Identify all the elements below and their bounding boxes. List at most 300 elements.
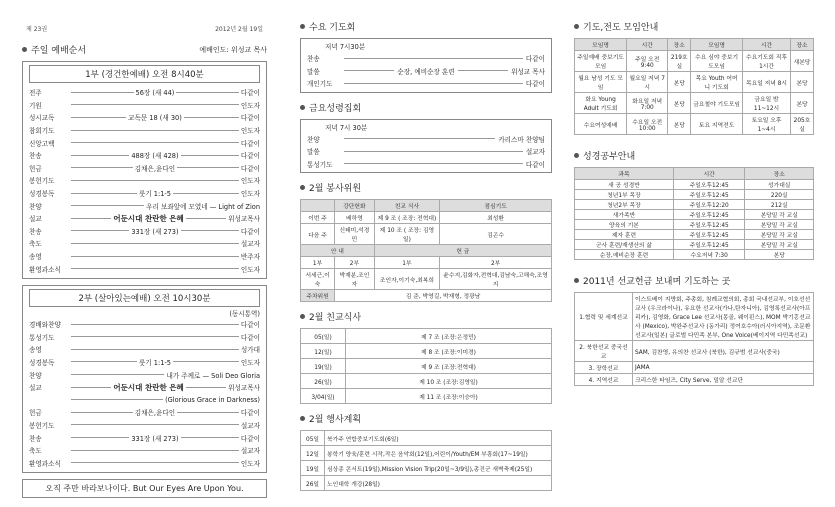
order-person: 다같이 [240, 333, 260, 342]
leader-line [71, 256, 239, 257]
leader-line [71, 336, 239, 337]
order-name: 봉헌기도 [29, 421, 55, 430]
table-row [301, 359, 552, 374]
order-row [29, 343, 260, 356]
table-cell: 제자 훈련 [575, 230, 674, 240]
order-name: 찬송 [307, 55, 320, 64]
order-detail: 어둔시대 찬란한 은혜 [113, 382, 184, 392]
wed-time: 저녁 7시30분 [325, 43, 366, 51]
bullet-icon [574, 24, 579, 29]
table-cell: 월요 남성 기도 모임 [575, 72, 627, 93]
th-meal: 친교 식사 [374, 200, 440, 212]
second-service-box [22, 285, 267, 473]
order-name: 찬양 [29, 371, 42, 380]
order-person: 반주자 [240, 253, 260, 262]
order-person: 다같이 [525, 55, 545, 64]
table-header: 시간 [743, 39, 791, 51]
order-name: 신앙고백 [29, 139, 55, 148]
table-cell: 군사 훈련/재생산의 삶 [575, 240, 674, 250]
leader-line [71, 437, 129, 438]
order-name: 성시교독 [29, 114, 55, 123]
leader-line [71, 374, 164, 375]
order-row [29, 431, 260, 444]
bullet-icon [300, 185, 305, 190]
order-name: 성경봉독 [29, 190, 55, 199]
fri-time: 저녁 7시 30분 [325, 123, 368, 132]
parking-volunteers: 김 준, 박영길, 박재형, 정광남 [335, 290, 552, 302]
table-cell: 본당 [791, 93, 814, 114]
study-section-title: 성경공부안내 [574, 149, 814, 162]
table-row [301, 374, 552, 389]
order-person: 카리스마 찬양팀 [498, 135, 545, 144]
table-header: 장소 [745, 168, 814, 180]
order-name: 헌금 [29, 164, 42, 173]
table-cell: 본당 [745, 250, 814, 260]
order-person: 설교자 [240, 240, 260, 249]
table-cell: 4. 지역선교 [575, 374, 633, 386]
leader-line [71, 167, 133, 168]
order-name: 송영 [29, 346, 42, 355]
order-name: 통성기도 [307, 160, 333, 169]
order-name: 말씀 [307, 148, 320, 157]
leader-line [71, 218, 111, 219]
table-row [575, 93, 814, 114]
table-cell: 이스트베이 지방회, 주총회, 침례교협의회, 총회 국내선교부, 이호선선교사 (우크라이나), 유요한 선교사(가나,탄자니아), 김영록선교사(아프리카), 김영화, Grace Lee 선교사(몽골, 웨이핀스), MOM 박기홍선교사 (Mexico), 박완주선교사 (동가리) 정여호수아(러시아지역), 조문환 선교사(일본) 글로벌 다민족 본부, One Voice(베이지역 다민족선교) [633, 293, 814, 341]
order-detail: 순장, 예비순장 훈련 [397, 67, 455, 76]
order-row [29, 111, 260, 124]
table-cell: 목요 Youth 어머니 기도회 [691, 72, 743, 93]
leader-line [344, 151, 523, 152]
bullet-icon [300, 105, 305, 110]
table-row [575, 374, 814, 386]
column-meetings [300, 0, 552, 507]
order-person: 다같이 [240, 114, 260, 123]
leader-line [344, 70, 394, 71]
table-cell: 05일 [301, 431, 325, 446]
table-header: 모임명 [575, 39, 627, 51]
table-cell: JAMA [633, 362, 814, 374]
leader-line [181, 437, 239, 438]
events-table [300, 430, 552, 491]
first-service-box [22, 61, 267, 279]
column-info [574, 0, 814, 507]
leader-line [173, 193, 239, 194]
order-name: 찬송 [29, 152, 42, 161]
order-person: 성가대 [240, 346, 260, 355]
column-worship [22, 0, 267, 507]
order-row [29, 262, 260, 275]
order-name: 설교 [29, 215, 42, 224]
table-cell: 주일오후12:45 [673, 240, 744, 250]
table-cell: 3. 장학선교 [575, 362, 633, 374]
order-person: 인도자 [240, 190, 261, 199]
table-cell: 수요 심야 중보기도모임 [691, 51, 743, 72]
table-header: 장소 [668, 39, 691, 51]
leader-line [71, 361, 137, 362]
table-cell: 19(일) [301, 359, 346, 374]
table-row [301, 476, 552, 491]
prayer-section-title: 기도,전도 모임안내 [574, 20, 814, 33]
table-row [575, 362, 814, 374]
order-name: 찬송 [29, 434, 42, 443]
order-name: 설교 [29, 384, 42, 393]
table-cell: 주일예배 중보기도모임 [575, 51, 627, 72]
leader-line [344, 58, 523, 59]
table-cell: 3/04(일) [301, 389, 346, 404]
leader-line [177, 412, 239, 413]
leader-line [71, 324, 239, 325]
table-row [575, 341, 814, 362]
leader-line [71, 155, 129, 156]
events-section-title: 2월 행사계획 [300, 412, 552, 425]
issue-number: 제 23권 [26, 26, 48, 33]
table-cell: 212실 [745, 200, 814, 210]
table-cell: 제 10 조 (조장:김영일) [346, 374, 552, 389]
meal-section-title: 2월 친교식사 [300, 310, 552, 323]
order-name: 말씀 [307, 67, 320, 76]
leader-line [71, 462, 239, 463]
table-cell: 목요일 저녁 8시 [743, 72, 791, 93]
order-person: 다같이 [240, 164, 260, 173]
leader-line [71, 92, 134, 93]
leader-line [344, 138, 495, 139]
fri-box [300, 119, 552, 174]
table-header: 과목 [575, 168, 674, 180]
wed-box [300, 38, 552, 93]
table-cell: 주일 오전 9:40 [627, 51, 668, 72]
order-row [29, 250, 260, 263]
table-row [575, 230, 814, 240]
table-cell: 본당밑 각 교실 [745, 240, 814, 250]
bulletin-header [22, 24, 267, 33]
order-name: 참회기도 [29, 127, 55, 136]
table-cell: 북가주 연합중보기도회(6일) [325, 431, 552, 446]
table-cell: 봉학기 양육/훈련 시작,작은 음악회(12일),어린이/Youth/EM 부흥회(17~19일) [325, 446, 552, 461]
order-row [29, 136, 260, 149]
order-detail: 김채은,윤다인 [134, 164, 176, 173]
order-name: 성경봉독 [29, 358, 55, 367]
table-cell: 순장,예비순장 훈련 [575, 250, 674, 260]
th-prayer: 점심기도 [440, 200, 552, 212]
table-cell: 주일오후12:45 [673, 180, 744, 190]
table-cell: 성가대실 [745, 180, 814, 190]
order-detail: 331장 (새 273) [131, 227, 179, 236]
order-row [307, 52, 545, 65]
order-person: 인도자 [240, 101, 260, 110]
order-name: 찬양 [307, 135, 320, 144]
table-row [301, 344, 552, 359]
table-cell: 12일 [301, 446, 325, 461]
worship-guide: 예배인도: 위성교 목사 [199, 45, 267, 54]
table-row [575, 240, 814, 250]
order-person: 다같이 [240, 321, 260, 330]
th-altar: 강단헌화 [335, 200, 375, 212]
leader-line [71, 399, 163, 400]
leader-line [71, 243, 239, 244]
table-cell: 수요일 오전 10:00 [627, 114, 668, 135]
order-detail: 내가 주께로 — Soli Deo Gloria [166, 371, 260, 380]
order-detail: 김채은,윤다인 [134, 409, 176, 418]
prayer-meetings-table [574, 38, 814, 135]
leader-line [71, 104, 239, 105]
table-cell: 본당 [668, 93, 691, 114]
table-cell: 205호실 [791, 114, 814, 135]
leader-line [71, 180, 239, 181]
table-cell: 수요저녁 7:30 [673, 250, 744, 260]
order-detail: 488장 (새 428) [131, 152, 179, 161]
leader-line [71, 230, 129, 231]
table-cell: 26(일) [301, 374, 346, 389]
leader-line [181, 230, 239, 231]
leader-line [176, 92, 239, 93]
second-service-subtitle: (동시통역) [229, 309, 260, 318]
table-row [575, 51, 814, 72]
order-row [307, 133, 545, 146]
order-name: 경배와찬양 [29, 321, 61, 330]
table-cell: 토요일 오후 1~4시 [743, 114, 791, 135]
table-header: 시간 [627, 39, 668, 51]
order-row [29, 124, 260, 137]
table-row [301, 329, 552, 344]
order-row [29, 368, 260, 381]
order-name: 찬송 [29, 227, 42, 236]
order-name: 축도 [29, 447, 42, 456]
table-cell: 심상종 콘서트(19일),Mission Vision Trip(20일~3/9일),총진군 새벽축제(25일) [325, 461, 552, 476]
table-cell: 주일오후12:45 [673, 220, 744, 230]
table-header: 모임명 [691, 39, 743, 51]
order-name: 봉헌기도 [29, 177, 55, 186]
table-cell: 220실 [745, 190, 814, 200]
order-detail: 331장 (새 273) [131, 434, 179, 443]
leader-line [71, 142, 239, 143]
leader-line [71, 412, 133, 413]
table-cell: 주일오후12:45 [673, 210, 744, 220]
order-row [29, 356, 260, 369]
order-row [29, 381, 260, 394]
table-cell: 본당 [668, 72, 691, 93]
table-cell: 주일오후12:45 [673, 230, 744, 240]
order-row [29, 225, 260, 238]
table-cell: 월요일 저녁 7시 [627, 72, 668, 93]
order-person: 위성교목사 [228, 215, 261, 224]
first-service-title: 1부 (경건한예배) 오전 8시40분 [29, 65, 260, 83]
order-name: 전주 [29, 89, 42, 98]
order-person: 인도자 [240, 358, 261, 367]
order-name: 환영과소식 [29, 459, 61, 468]
bullet-icon [300, 24, 305, 29]
order-row [307, 65, 545, 78]
order-row [29, 99, 260, 112]
order-name: 송영 [29, 253, 42, 262]
table-cell: 새 공 성경반 [575, 180, 674, 190]
order-person: 위성교목사 [228, 384, 261, 393]
table-row [575, 220, 814, 230]
table-cell: 청년1부 목장 [575, 190, 674, 200]
order-person: 인도자 [240, 177, 260, 186]
leader-line [71, 387, 111, 388]
order-row [29, 393, 260, 406]
order-name: 환영과소식 [29, 265, 61, 274]
service-section-title: 2월 봉사위원 [300, 181, 552, 194]
table-row [301, 461, 552, 476]
leader-line [71, 117, 126, 118]
table-cell: 본당밑 각 교실 [745, 220, 814, 230]
mission-section-title: 2011년 선교헌금 보내며 기도하는 곳 [574, 274, 814, 287]
leader-line [186, 218, 226, 219]
order-row [29, 419, 260, 432]
order-row [29, 199, 260, 212]
bullet-icon [22, 47, 27, 52]
leader-line [344, 163, 523, 164]
order-name: 기원 [29, 101, 42, 110]
leader-line [71, 268, 239, 269]
order-person: 설교자 [240, 421, 260, 430]
table-cell: 19일 [301, 461, 325, 476]
table-row [301, 431, 552, 446]
worship-section-title: 주일 예배순서 예배인도: 위성교 목사 [22, 43, 267, 56]
order-row [29, 318, 260, 331]
table-cell: 본당밑 각 교실 [745, 230, 814, 240]
service-table: 강단헌화 친교 식사 점심기도 이번 주 배하영 제 9 조 ( 조장: 전혁대) 최성환 다음 주 신태미,석경민 제 10 조 ( 조장: 김영일) 김곤수 안 내 헌 금 1부 2부 1부 2부 서세근,이숙 박재분,조인자 조인자,이기숙,최복희 윤수지,김화자,전혁대,김남숙,고해숙,조영지 주차위원 김 준, 박영길, 박재형, 정광남 [300, 199, 552, 302]
bullet-icon [300, 416, 305, 421]
table-row [575, 250, 814, 260]
order-person: 다같이 [240, 139, 260, 148]
table-header: 장소 [791, 39, 814, 51]
order-row [29, 162, 260, 175]
order-person: 다같이 [240, 89, 260, 98]
table-cell: 26일 [301, 476, 325, 491]
table-row [575, 293, 814, 341]
leader-line [181, 155, 239, 156]
bulletin-footer: 오직 주만 바라보나이다. But Our Eyes Are Upon You. [22, 479, 267, 498]
order-person: 설교자 [525, 148, 545, 157]
table-cell: 금요일 밤 11~12시 [743, 93, 791, 114]
leader-line [71, 130, 239, 131]
order-name: 통성기도 [29, 333, 55, 342]
order-person: 인도자 [240, 459, 260, 468]
order-row [29, 237, 260, 250]
order-name: 축도 [29, 240, 42, 249]
leader-line [344, 83, 523, 84]
order-detail: 어둔시대 찬란한 은혜 [113, 213, 184, 223]
table-cell: 새가족반 [575, 210, 674, 220]
table-cell: 노인대학 개강(28일) [325, 476, 552, 491]
table-cell: 12(일) [301, 344, 346, 359]
order-row [29, 174, 260, 187]
order-detail: 우리 보좌앞에 모였네 — Light of Zion [146, 202, 260, 211]
table-cell: 제 8 조 (조장:이미경) [346, 344, 552, 359]
order-row [29, 212, 260, 225]
order-row [29, 331, 260, 344]
bullet-icon [574, 278, 579, 283]
order-row [29, 456, 260, 469]
order-person: 설교자 [240, 447, 260, 456]
table-cell: 제 7 조 (조장:은정민) [346, 329, 552, 344]
order-person: 다같이 [525, 80, 545, 89]
bulletin-date: 2012년 2월 19일 [215, 26, 263, 33]
table-cell: 219호실 [668, 51, 691, 72]
order-person: 인도자 [240, 127, 260, 136]
order-person: 다같이 [240, 152, 261, 161]
order-person: 다같이 [525, 160, 545, 169]
table-cell: 양육의 기본 [575, 220, 674, 230]
leader-line [71, 193, 137, 194]
table-cell: 화요 Young Adult 기도회 [575, 93, 627, 114]
wed-section-title: 수요 기도회 [300, 20, 552, 33]
order-detail: (Glorious Grace in Darkness) [165, 395, 260, 404]
leader-line [71, 205, 144, 206]
leader-line [71, 349, 239, 350]
mission-table [574, 292, 814, 386]
table-cell: 주일오후12:45 [673, 190, 744, 200]
table-cell: 05(일) [301, 329, 346, 344]
table-cell: 제 9 조 (조장:전혁대) [346, 359, 552, 374]
table-cell: SAM, 김찬영, 유의찬 선교사 (북한), 김규범 선교사(중국) [633, 341, 814, 362]
order-row [29, 406, 260, 419]
table-row [301, 446, 552, 461]
table-row [575, 210, 814, 220]
bullet-icon [300, 314, 305, 319]
table-cell: 2. 북한선교 중국선교 [575, 341, 633, 362]
leader-line [458, 70, 508, 71]
order-detail: 교독문 18 (새 30) [128, 114, 182, 123]
order-person: 인도자 [240, 265, 260, 274]
order-detail: 룻기 1:1-5 [138, 190, 171, 199]
table-cell: 수요기도회 직후 1시간 [743, 51, 791, 72]
meal-table [300, 328, 552, 404]
table-cell: 본당밑 각 교실 [745, 210, 814, 220]
order-row [29, 86, 260, 99]
table-cell: 본당 [791, 72, 814, 93]
table-row [575, 200, 814, 210]
table-cell: 수요여성예배 [575, 114, 627, 135]
order-row [307, 145, 545, 158]
order-person: 다같이 [240, 434, 261, 443]
table-cell: 제 11 조 (조장:이승아) [346, 389, 552, 404]
leader-line [177, 167, 239, 168]
table-cell: 토요 지역전도 [691, 114, 743, 135]
order-row [29, 149, 260, 162]
leader-line [71, 450, 239, 451]
leader-line [173, 361, 239, 362]
order-row [29, 187, 260, 200]
table-cell: 새본당 [791, 51, 814, 72]
table-cell: 본당 [668, 114, 691, 135]
table-row [575, 190, 814, 200]
table-row [575, 114, 814, 135]
table-row [575, 180, 814, 190]
table-cell: 청년2부 목장 [575, 200, 674, 210]
order-name: 개인기도 [307, 80, 333, 89]
order-person: 다같이 [240, 227, 261, 236]
order-row [307, 158, 545, 171]
leader-line [186, 387, 226, 388]
leader-line [184, 117, 239, 118]
table-row [301, 389, 552, 404]
order-person: 다같이 [240, 409, 260, 418]
order-row [29, 444, 260, 457]
order-row [307, 77, 545, 90]
table-cell: 주일오후12:20 [673, 200, 744, 210]
table-header: 시간 [673, 168, 744, 180]
table-cell: 1.협력 및 세계선교 [575, 293, 633, 341]
order-detail: 56장 (새 44) [135, 89, 175, 98]
leader-line [71, 424, 239, 425]
table-cell: 화요일 저녁7:00 [627, 93, 668, 114]
order-name: 헌금 [29, 409, 42, 418]
fri-section-title: 금요성령집회 [300, 101, 552, 114]
bible-study-table [574, 167, 814, 260]
